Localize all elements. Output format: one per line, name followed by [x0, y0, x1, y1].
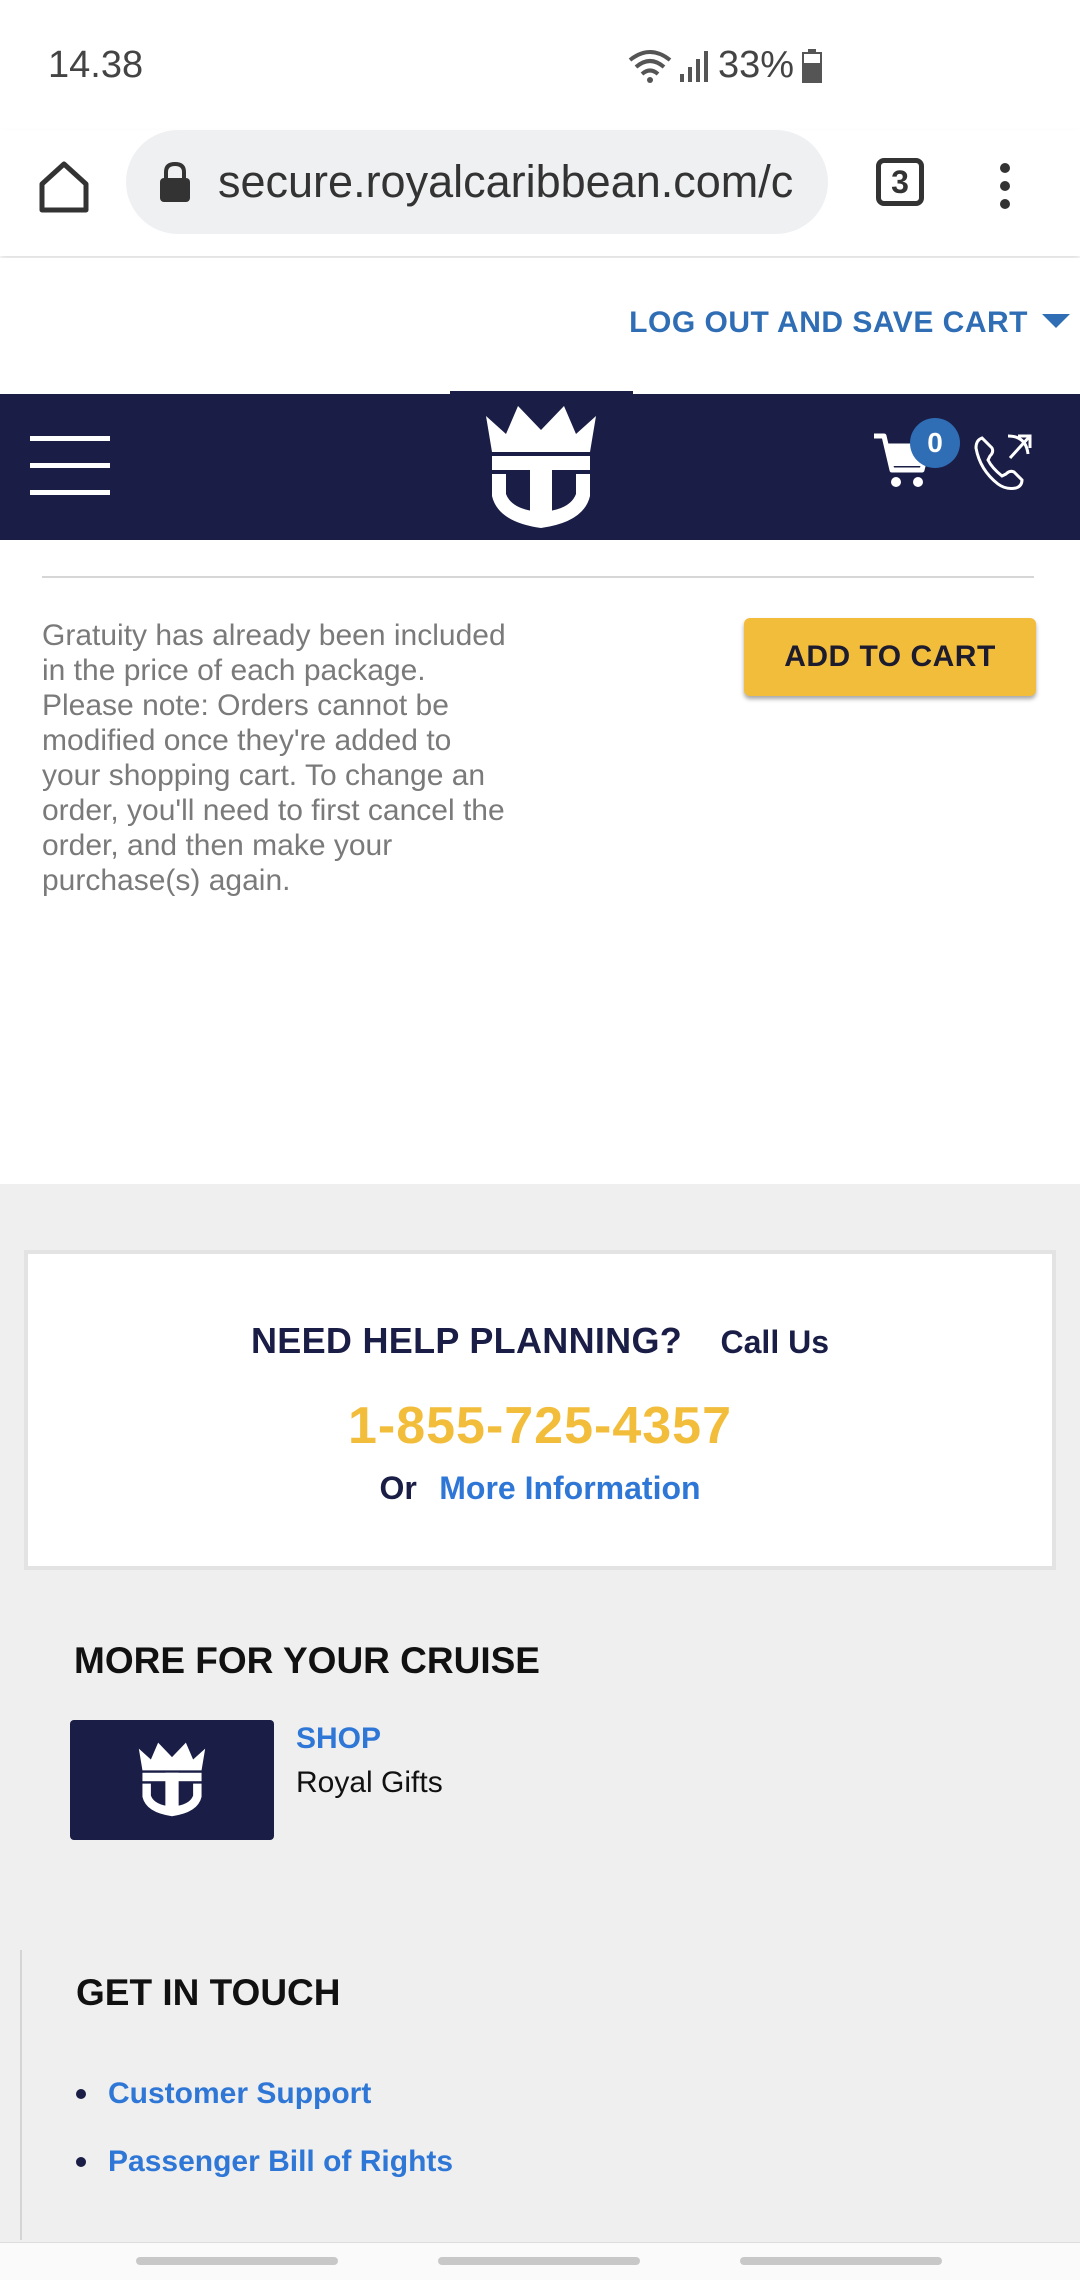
get-in-touch-list — [76, 2060, 453, 2196]
bullet — [76, 2089, 86, 2099]
signal-icon — [680, 50, 710, 82]
status-icons — [628, 44, 822, 87]
wifi-icon — [628, 48, 672, 84]
help-phone-number[interactable]: 1-855-725-4357 — [347, 1397, 733, 1455]
caret-down-icon[interactable] — [1042, 314, 1070, 328]
passenger-bill-of-rights-link[interactable]: Passenger Bill of Rights — [108, 2145, 454, 2178]
royal-caribbean-logo[interactable] — [478, 404, 604, 532]
touch-section-border — [20, 1950, 22, 2240]
browser-toolbar — [0, 130, 1080, 256]
more-vert-icon[interactable] — [990, 156, 1020, 216]
shop-subtitle: Royal Gifts — [296, 1766, 443, 1799]
or-label: Or — [379, 1470, 417, 1506]
get-in-touch-heading: GET IN TOUCH — [76, 1972, 341, 2013]
customer-support-link[interactable]: Customer Support — [108, 2077, 372, 2110]
order-note-text: Please note: Orders cannot be modified once they're added to your shopping cart. To change an order, you'll need to first cancel the order, and then make your purchase(s) again. — [42, 689, 505, 897]
help-heading-row — [28, 1320, 1052, 1362]
cart-count-badge: 0 — [910, 418, 960, 468]
section-divider — [42, 576, 1034, 578]
url-text: secure.royalcaribbean.com/c — [218, 156, 794, 207]
more-for-cruise-heading: MORE FOR YOUR CRUISE — [74, 1640, 540, 1681]
help-heading: NEED HELP PLANNING? — [250, 1320, 683, 1361]
phone-icon[interactable] — [972, 430, 1034, 492]
hamburger-menu-icon[interactable] — [30, 434, 110, 498]
gratuity-note — [42, 618, 512, 898]
home-icon[interactable] — [36, 156, 92, 216]
gratuity-text: Gratuity has already been included in the price of each package. — [42, 619, 506, 687]
system-nav-bar — [0, 2242, 1080, 2280]
lock-icon — [156, 160, 194, 204]
nav-handle[interactable] — [438, 2257, 640, 2265]
status-time: 14.38 — [48, 44, 144, 86]
tab-switcher-button[interactable]: 3 — [876, 158, 924, 206]
help-more-row — [28, 1470, 1052, 1507]
nav-handle[interactable] — [740, 2257, 942, 2265]
list-item — [76, 2128, 453, 2196]
site-nav-bar — [0, 394, 1080, 540]
help-card — [24, 1250, 1056, 1570]
list-item — [76, 2060, 453, 2128]
royal-caribbean-logo-icon — [134, 1740, 210, 1820]
shop-tile[interactable] — [70, 1720, 274, 1840]
status-bar — [0, 0, 1080, 130]
bullet — [76, 2157, 86, 2167]
more-information-link[interactable]: More Information — [439, 1470, 701, 1506]
address-bar[interactable] — [126, 130, 828, 234]
battery-percent: 33% — [717, 44, 794, 86]
account-strip — [0, 258, 1080, 394]
shop-link[interactable]: SHOP — [296, 1722, 382, 1755]
nav-handle[interactable] — [136, 2257, 338, 2265]
battery-icon — [802, 49, 822, 83]
add-to-cart-button[interactable]: ADD TO CART — [744, 618, 1036, 696]
logout-save-cart-link[interactable]: LOG OUT AND SAVE CART — [629, 306, 1028, 339]
call-us-label: Call Us — [720, 1324, 829, 1360]
